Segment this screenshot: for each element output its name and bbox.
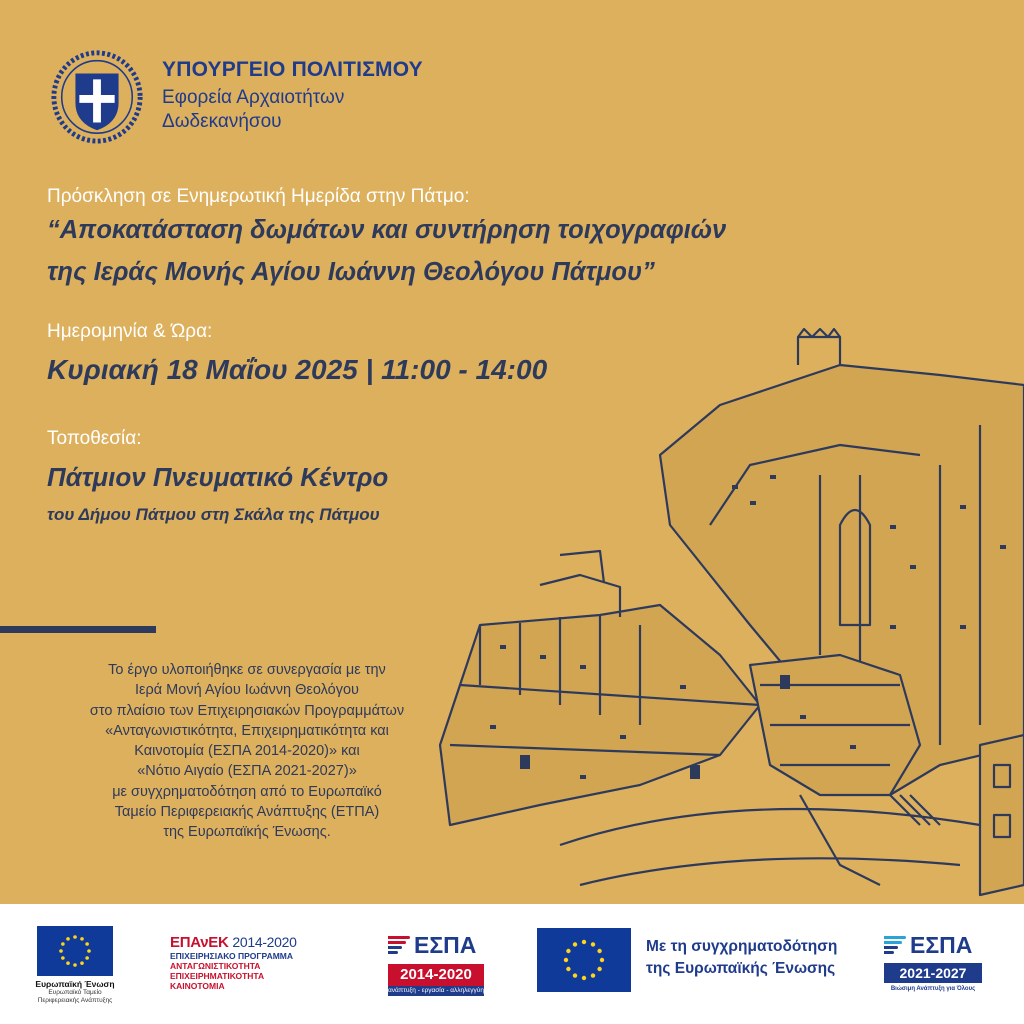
eu-star-icon: [59, 949, 63, 953]
eu-flag-icon: [537, 928, 631, 992]
description-line: «Νότιο Αιγαίο (ΕΣΠΑ 2021-2027)»: [137, 763, 357, 780]
eu-star-icon: [87, 949, 91, 953]
espa-word: ΕΣΠΑ: [910, 932, 973, 958]
ephorate-name-line2: Δωδεκανήσου: [162, 111, 282, 132]
epanek-line2: ΑΝΤΑΓΩΝΙΣΤΙΚΟΤΗΤΑ: [170, 961, 261, 971]
project-description: [47, 660, 447, 843]
location-name: Πάτμιον Πνευματικό Κέντρο: [47, 462, 389, 492]
eu-star-icon: [573, 942, 577, 946]
description-line: στο πλαίσιο των Επιχειρησιακών Προγραμμάτων: [89, 702, 405, 719]
eu-star-icon: [73, 963, 77, 967]
eu-star-icon: [597, 949, 601, 953]
description-line: Ιερά Μονή Αγίου Ιωάννη Θεολόγου: [135, 682, 359, 699]
espa-stripes-icon: [884, 936, 906, 956]
event-title-line2: της Ιεράς Μονής Αγίου Ιωάννη Θεολόγου Πάτμου”: [47, 258, 655, 286]
eu-star-icon: [597, 967, 601, 971]
eu-star-icon: [564, 958, 568, 962]
espa-tagline: ανάπτυξη - εργασία - αλληλεγγύη: [388, 987, 484, 994]
funding-logos-footer: [0, 904, 1024, 1024]
eu-star-icon: [582, 940, 586, 944]
espa-stripes-icon: [388, 936, 410, 956]
eu-star-icon: [73, 935, 77, 939]
date-value: Κυριακή 18 Μαΐου 2025 | 11:00 - 14:00: [47, 354, 548, 385]
description-line: Το έργο υλοποιήθηκε σε συνεργασία με την: [108, 662, 386, 678]
eu-star-icon: [573, 973, 577, 977]
eu-star-icon: [85, 956, 89, 960]
section-divider: [0, 626, 156, 633]
description-line: της Ευρωπαϊκής Ένωσης.: [163, 824, 331, 841]
espa-tagline: Βιώσιμη Ανάπτυξη για Όλους: [890, 986, 976, 992]
eu-star-icon: [85, 942, 89, 946]
eu-star-icon: [582, 976, 586, 980]
event-title-line1: “Αποκατάσταση δωμάτων και συντήρηση τοιχογραφιών: [47, 216, 727, 244]
eu-star-icon: [591, 973, 595, 977]
eu-star-icon: [566, 967, 570, 971]
epanek-line4: ΚΑΙΝΟΤΟΜΙΑ: [170, 981, 225, 991]
ephorate-name-line1: Εφορεία Αρχαιοτήτων: [162, 87, 345, 108]
epanek-name: ΕΠΑνΕΚ: [170, 934, 229, 951]
cofunding-line1: Με τη συγχρηματοδότηση: [646, 938, 838, 955]
espa-2021-2027-logo: [884, 932, 984, 996]
eu-fund-label: [30, 989, 120, 1005]
description-line: Ταμείο Περιφερειακής Ανάπτυξης (ΕΤΠΑ): [114, 804, 380, 821]
epanek-line3: ΕΠΙΧΕΙΡΗΜΑΤΙΚΟΤΗΤΑ: [170, 971, 265, 981]
epanek-programme: ΕΠΙΧΕΙΡΗΣΙΑΚΟ ΠΡΟΓΡΑΜΜΑ: [170, 951, 294, 961]
eu-flag-icon: [37, 926, 113, 976]
greek-coat-of-arms-icon: [48, 46, 146, 144]
ministry-title: ΥΠΟΥΡΓΕΙΟ ΠΟΛΙΤΙΣΜΟΥ: [162, 58, 423, 81]
eu-star-icon: [566, 949, 570, 953]
espa-years: 2014-2020: [388, 964, 484, 986]
eu-label: Ευρωπαϊκή Ένωση: [35, 979, 115, 989]
cofunding-line2: της Ευρωπαϊκής Ένωσης: [646, 960, 836, 977]
eu-star-icon: [80, 937, 84, 941]
location-detail: του Δήμου Πάτμου στη Σκάλα της Πάτμου: [47, 505, 380, 524]
eu-star-icon: [61, 956, 65, 960]
patmos-monastery-drawing: [420, 325, 1024, 905]
espa-2014-2020-logo: [388, 932, 484, 996]
description-line: «Ανταγωνιστικότητα, Επιχειρηματικότητα και: [105, 722, 389, 739]
espa-years: 2021-2027: [884, 963, 982, 983]
description-line: Καινοτομία (ΕΣΠΑ 2014-2020)» και: [134, 743, 360, 760]
invitation-intro: Πρόσκληση σε Ενημερωτική Ημερίδα στην Πάτμο:: [47, 186, 470, 207]
eu-star-icon: [66, 937, 70, 941]
eu-star-icon: [80, 961, 84, 965]
epanek-years: 2014-2020: [232, 934, 297, 950]
location-label: Τοποθεσία:: [47, 428, 142, 449]
eu-fund-line2: Περιφερειακής Ανάπτυξης: [37, 997, 113, 1004]
eu-star-icon: [591, 942, 595, 946]
espa-word: ΕΣΠΑ: [414, 932, 477, 958]
date-label: Ημερομηνία & Ώρα:: [47, 321, 213, 342]
eu-star-icon: [66, 961, 70, 965]
description-line: με συγχρηματοδότηση από το Ευρωπαϊκό: [112, 783, 382, 800]
eu-fund-line1: Ευρωπαϊκό Ταμείο: [48, 989, 102, 996]
eu-star-icon: [61, 942, 65, 946]
eu-star-icon: [600, 958, 604, 962]
epanek-logo: [170, 934, 330, 991]
